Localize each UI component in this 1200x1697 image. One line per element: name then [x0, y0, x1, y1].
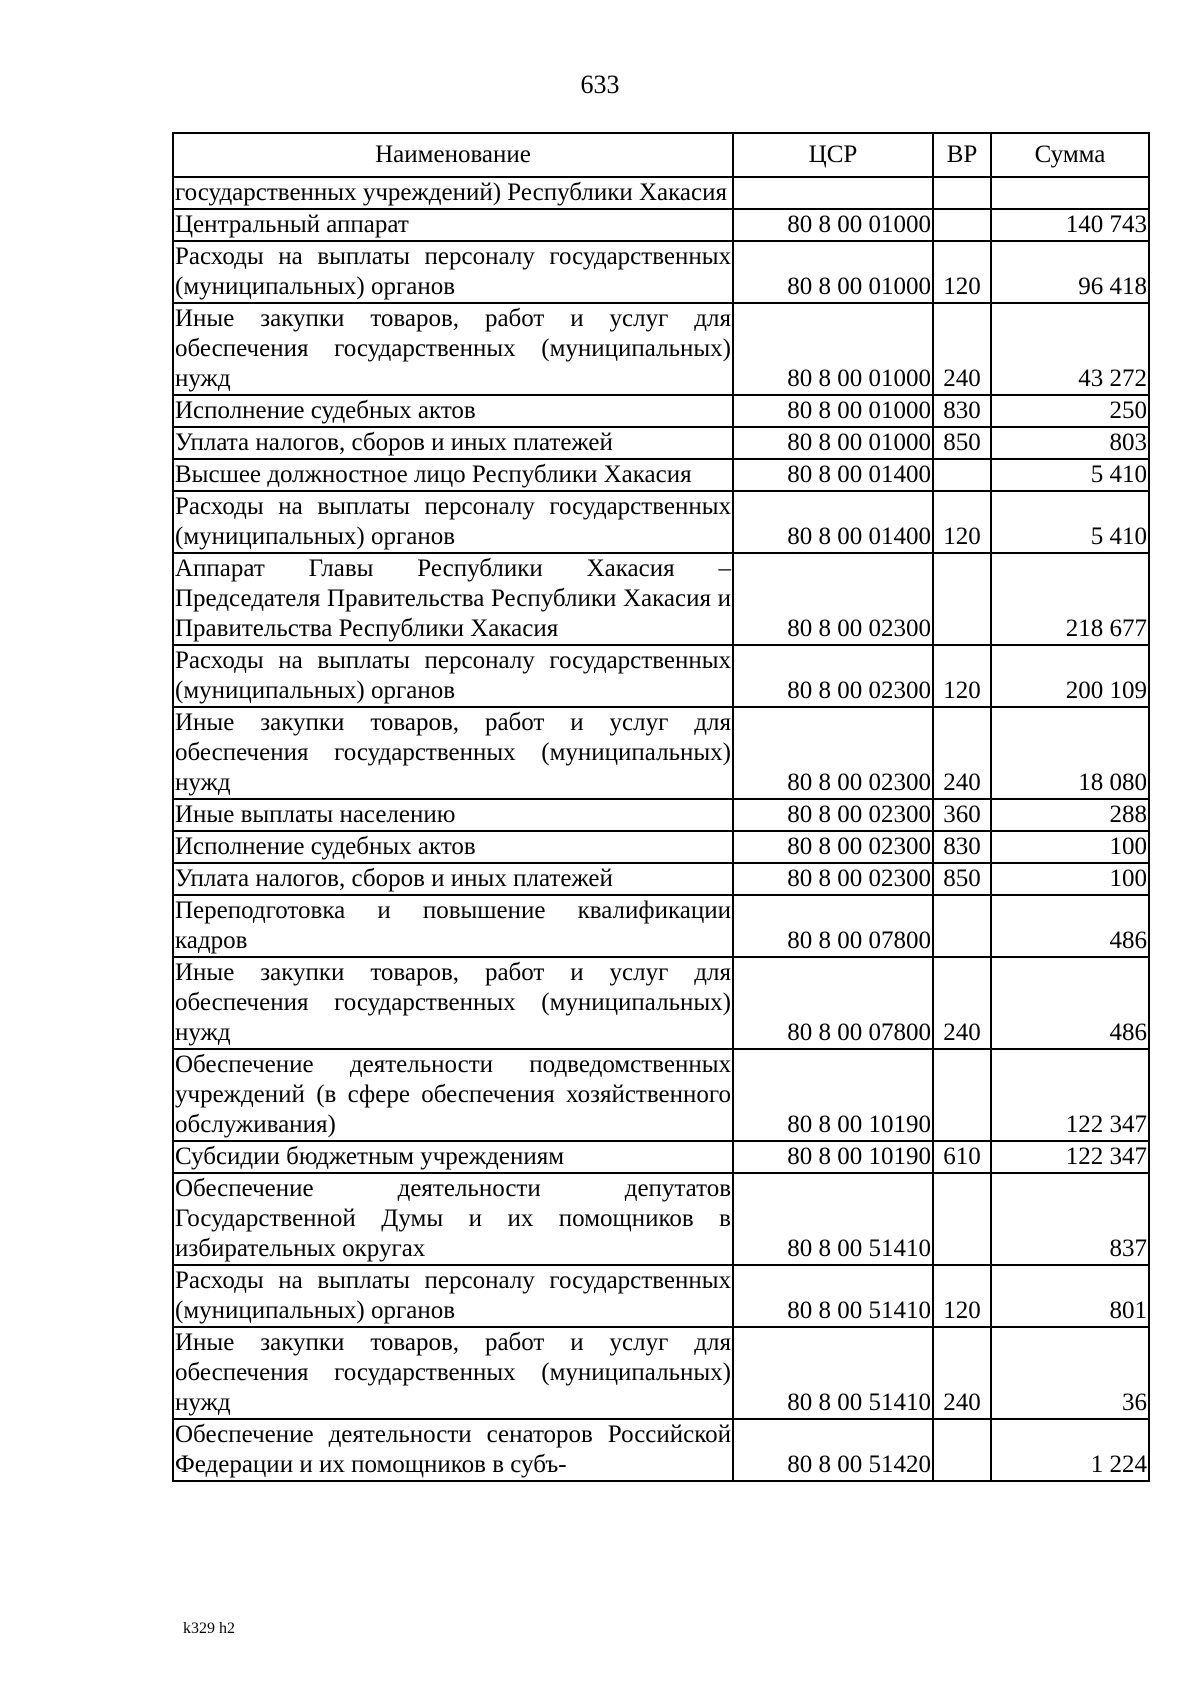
- cell-sum: 5 410: [991, 459, 1149, 491]
- cell-name: Уплата налогов, сборов и иных платежей: [173, 863, 733, 895]
- header-csr: ЦСР: [733, 133, 933, 177]
- table-row: [173, 707, 1149, 799]
- cell-name: Обеспечение деятельности депутатов Государственной Думы и их помощников в избирательных округах: [173, 1173, 733, 1265]
- cell-sum: 486: [991, 895, 1149, 957]
- cell-vr: 120: [933, 645, 991, 707]
- cell-sum: 122 347: [991, 1049, 1149, 1141]
- cell-csr: 80 8 00 02300: [733, 799, 933, 831]
- table-row: [173, 553, 1149, 645]
- cell-sum: 18 080: [991, 707, 1149, 799]
- cell-csr: 80 8 00 01400: [733, 491, 933, 553]
- table-row: [173, 1327, 1149, 1419]
- header-sum: Сумма: [991, 133, 1149, 177]
- cell-name: Иные закупки товаров, работ и услуг для обеспечения государственных (муниципальных) нужд: [173, 1327, 733, 1419]
- cell-sum: 288: [991, 799, 1149, 831]
- cell-name: Высшее должностное лицо Республики Хакасия: [173, 459, 733, 491]
- cell-name: Переподготовка и повышение квалификации кадров: [173, 895, 733, 957]
- cell-vr: [933, 1173, 991, 1265]
- cell-name: Иные закупки товаров, работ и услуг для обеспечения государственных (муниципальных) нужд: [173, 957, 733, 1049]
- cell-name: Исполнение судебных актов: [173, 395, 733, 427]
- cell-name: Расходы на выплаты персоналу государственных (муниципальных) органов: [173, 241, 733, 303]
- table-row: [173, 491, 1149, 553]
- table-header-row: [173, 133, 1149, 177]
- cell-name: Расходы на выплаты персоналу государственных (муниципальных) органов: [173, 645, 733, 707]
- cell-name: Иные закупки товаров, работ и услуг для обеспечения государственных (муниципальных) нужд: [173, 707, 733, 799]
- cell-vr: 120: [933, 491, 991, 553]
- cell-vr: 240: [933, 957, 991, 1049]
- cell-vr: [933, 553, 991, 645]
- cell-name: Иные выплаты населению: [173, 799, 733, 831]
- table-row: [173, 799, 1149, 831]
- table-row: [173, 241, 1149, 303]
- cell-sum: 122 347: [991, 1141, 1149, 1173]
- cell-csr: 80 8 00 51410: [733, 1327, 933, 1419]
- table-row: [173, 427, 1149, 459]
- cell-name: Расходы на выплаты персоналу государственных (муниципальных) органов: [173, 491, 733, 553]
- header-name: Наименование: [173, 133, 733, 177]
- cell-vr: 240: [933, 707, 991, 799]
- table-row: [173, 645, 1149, 707]
- budget-table: [172, 132, 1150, 1482]
- cell-csr: 80 8 00 10190: [733, 1049, 933, 1141]
- cell-vr: 120: [933, 241, 991, 303]
- cell-sum: 100: [991, 831, 1149, 863]
- cell-csr: 80 8 00 07800: [733, 957, 933, 1049]
- cell-csr: 80 8 00 51410: [733, 1173, 933, 1265]
- cell-csr: 80 8 00 01000: [733, 209, 933, 241]
- cell-csr: 80 8 00 51420: [733, 1419, 933, 1481]
- cell-sum: 100: [991, 863, 1149, 895]
- cell-vr: 240: [933, 1327, 991, 1419]
- cell-csr: 80 8 00 01400: [733, 459, 933, 491]
- cell-sum: 837: [991, 1173, 1149, 1265]
- cell-vr: 240: [933, 303, 991, 395]
- cell-sum: 200 109: [991, 645, 1149, 707]
- cell-sum: 43 272: [991, 303, 1149, 395]
- table-row: [173, 1141, 1149, 1173]
- cell-csr: 80 8 00 02300: [733, 863, 933, 895]
- table-row: [173, 1173, 1149, 1265]
- cell-csr: 80 8 00 02300: [733, 831, 933, 863]
- table-row: [173, 1049, 1149, 1141]
- cell-vr: [933, 895, 991, 957]
- cell-vr: 830: [933, 831, 991, 863]
- cell-sum: 36: [991, 1327, 1149, 1419]
- cell-name: Аппарат Главы Республики Хакасия – Председателя Правительства Республики Хакасия и Правительства Республики Хакасия: [173, 553, 733, 645]
- cell-vr: [933, 177, 991, 209]
- cell-csr: 80 8 00 01000: [733, 395, 933, 427]
- table-row: [173, 895, 1149, 957]
- cell-sum: 218 677: [991, 553, 1149, 645]
- cell-name: Исполнение судебных актов: [173, 831, 733, 863]
- cell-csr: 80 8 00 01000: [733, 303, 933, 395]
- cell-csr: 80 8 00 10190: [733, 1141, 933, 1173]
- cell-csr: 80 8 00 02300: [733, 553, 933, 645]
- table-row: [173, 209, 1149, 241]
- cell-vr: [933, 1049, 991, 1141]
- cell-csr: 80 8 00 02300: [733, 707, 933, 799]
- header-vr: ВР: [933, 133, 991, 177]
- table-row: [173, 863, 1149, 895]
- cell-name: Уплата налогов, сборов и иных платежей: [173, 427, 733, 459]
- cell-name: Центральный аппарат: [173, 209, 733, 241]
- cell-sum: 96 418: [991, 241, 1149, 303]
- cell-csr: 80 8 00 07800: [733, 895, 933, 957]
- cell-name: Обеспечение деятельности сенаторов Российской Федерации и их помощников в субъ-: [173, 1419, 733, 1481]
- cell-name: государственных учреждений) Республики Хакасия: [173, 177, 733, 209]
- cell-csr: 80 8 00 02300: [733, 645, 933, 707]
- page-number: 633: [580, 70, 620, 99]
- cell-sum: 1 224: [991, 1419, 1149, 1481]
- table-row: [173, 459, 1149, 491]
- cell-name: Расходы на выплаты персоналу государственных (муниципальных) органов: [173, 1265, 733, 1327]
- table-row: [173, 395, 1149, 427]
- cell-csr: 80 8 00 01000: [733, 241, 933, 303]
- cell-vr: 360: [933, 799, 991, 831]
- cell-vr: 120: [933, 1265, 991, 1327]
- table-row: [173, 1419, 1149, 1481]
- cell-sum: 801: [991, 1265, 1149, 1327]
- cell-vr: [933, 459, 991, 491]
- cell-vr: 610: [933, 1141, 991, 1173]
- cell-sum: 5 410: [991, 491, 1149, 553]
- table-row: [173, 831, 1149, 863]
- cell-vr: 830: [933, 395, 991, 427]
- footer-code: k329 h2: [183, 1620, 235, 1637]
- table-row: [173, 957, 1149, 1049]
- cell-vr: 850: [933, 427, 991, 459]
- cell-csr: 80 8 00 01000: [733, 427, 933, 459]
- cell-sum: 486: [991, 957, 1149, 1049]
- cell-vr: [933, 209, 991, 241]
- cell-sum: 140 743: [991, 209, 1149, 241]
- cell-sum: 250: [991, 395, 1149, 427]
- table-row: [173, 303, 1149, 395]
- cell-vr: [933, 1419, 991, 1481]
- cell-sum: 803: [991, 427, 1149, 459]
- cell-csr: [733, 177, 933, 209]
- cell-csr: 80 8 00 51410: [733, 1265, 933, 1327]
- cell-name: Иные закупки товаров, работ и услуг для обеспечения государственных (муниципальных) нужд: [173, 303, 733, 395]
- table-row: [173, 177, 1149, 209]
- cell-name: Субсидии бюджетным учреждениям: [173, 1141, 733, 1173]
- cell-vr: 850: [933, 863, 991, 895]
- table-row: [173, 1265, 1149, 1327]
- cell-name: Обеспечение деятельности подведомственных учреждений (в сфере обеспечения хозяйственного обслуживания): [173, 1049, 733, 1141]
- cell-sum: [991, 177, 1149, 209]
